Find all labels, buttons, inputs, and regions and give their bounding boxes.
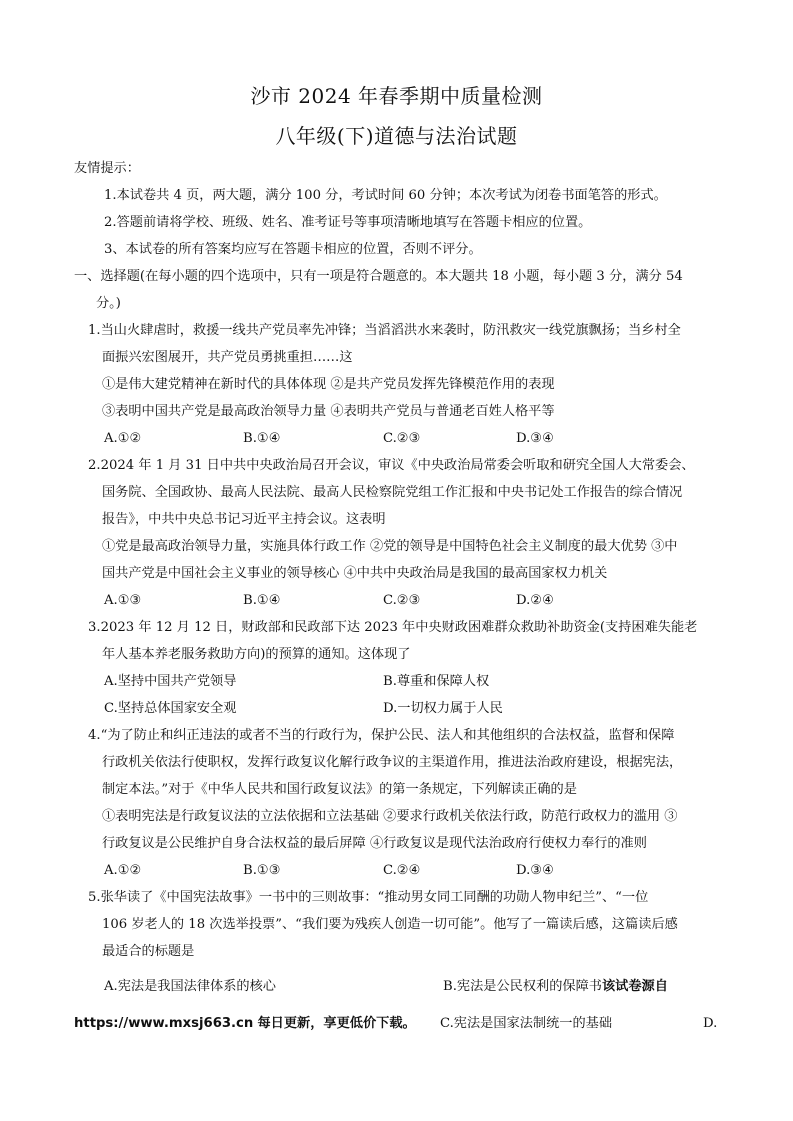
- question-4-option-c: C.②④: [383, 863, 421, 878]
- question-5-option-d: D.: [703, 1016, 718, 1031]
- question-1-option-c: C.②③: [383, 431, 421, 446]
- tip-item-3: 3、本试卷的所有答案均应写在答题卡相应的位置，否则不评分。: [104, 242, 482, 257]
- section-heading: 一、选择题(在每小题的四个选项中，只有一项是符合题意的。本大题共 18 小题，每小题 3 分，满分 54: [74, 269, 683, 284]
- question-2-statements-2: 国共产党是中国社会主义事业的领导核心 ④中共中央政治局是我国的最高国家权力机关: [102, 566, 608, 581]
- page-title: 沙市 2024 年春季期中质量检测: [250, 84, 543, 108]
- question-2-statements-1: ①党是最高政治领导力量，实施具体行政工作 ②党的领导是中国特色社会主义制度的最大优势 ③中: [102, 539, 678, 554]
- question-3-option-c: C.坚持总体国家安全观: [104, 701, 237, 716]
- tip-item-1: 1.本试卷共 4 页，两大题，满分 100 分，考试时间 60 分钟；本次考试为闭卷书面笔答的形式。: [104, 188, 667, 203]
- question-4-option-b: B.①③: [243, 863, 281, 878]
- question-5-stem: 5.张华读了《中国宪法故事》一书中的三则故事：“推动男女同工同酬的功勋人物申纪兰”、“一位: [88, 890, 649, 905]
- question-3-stem: 3.2023 年 12 月 12 日，财政部和民政部下达 2023 年中央财政困难群众救助补助资金(支持困难失能老: [88, 620, 698, 635]
- question-5-option-a: A.宪法是我国法律体系的核心: [104, 979, 276, 994]
- question-2-option-c: C.②③: [383, 593, 421, 608]
- question-5-stem-cont2: 最适合的标题是: [102, 944, 195, 959]
- question-4-statements-1: ①表明宪法是行政复议法的立法依据和立法基础 ②要求行政机关依法行政，防范行政权力的滥用 ③: [102, 809, 678, 824]
- question-2-option-a: A.①③: [104, 593, 142, 608]
- question-5-option-c: C.宪法是国家法制统一的基础: [440, 1016, 613, 1031]
- question-4-stem: 4.“为了防止和纠正违法的或者不当的行政行为，保护公民、法人和其他组织的合法权益，监督和保障: [88, 728, 675, 743]
- question-1-stem-cont: 面振兴宏图展开，共产党员勇挑重担……这: [102, 350, 353, 365]
- question-4-stem-cont2: 制定本法。”对于《中华人民共和国行政复议法》的第一条规定，下列解读正确的是: [102, 782, 577, 797]
- question-2-option-d: D.②④: [516, 593, 554, 608]
- question-3-option-a: A.坚持中国共产党领导: [104, 674, 237, 689]
- footer: [74, 1015, 416, 1033]
- question-2-stem-cont2: 报告》，中共中央总书记习近平主持会议。这表明: [102, 512, 386, 527]
- question-4-option-a: A.①②: [104, 863, 142, 878]
- section-heading-cont: 分。): [96, 296, 121, 311]
- question-4-option-d: D.③④: [516, 863, 554, 878]
- question-1-statements-2: ③表明中国共产党是最高政治领导力量 ④表明共产党员与普通老百姓人格平等: [102, 404, 555, 419]
- question-1-option-b: B.①④: [243, 431, 281, 446]
- watermark-text: 该试卷源自: [601, 979, 668, 994]
- tips-heading: 友情提示：: [74, 161, 140, 176]
- question-5-option-b-text: B.宪法是公民权利的保障书: [443, 979, 602, 994]
- question-2-option-b: B.①④: [243, 593, 281, 608]
- question-2-stem: 2.2024 年 1 月 31 日中共中央政治局召开会议，审议《中央政治局常委会听取和研究全国人大常委会、: [88, 458, 695, 473]
- question-3-stem-cont: 年人基本养老服务救助方向)的预算的通知。这体现了: [102, 647, 411, 662]
- question-4-stem-cont: 行政机关依法行使职权，发挥行政复议化解行政争议的主渠道作用，推进法治政府建设，根据宪法，: [102, 755, 683, 770]
- question-5-option-b: [443, 978, 668, 996]
- question-1-option-d: D.③④: [516, 431, 554, 446]
- question-3-option-d: D.一切权力属于人民: [383, 701, 503, 716]
- question-4-statements-2: 行政复议是公民维护自身合法权益的最后屏障 ④行政复议是现代法治政府行使权力奉行的准则: [102, 836, 647, 851]
- question-1-option-a: A.①②: [104, 431, 142, 446]
- footer-url[interactable]: https://www.mxsj663.cn: [74, 1016, 254, 1031]
- question-1-statements-1: ①是伟大建党精神在新时代的具体体现 ②是共产党员发挥先锋模范作用的表现: [102, 377, 555, 392]
- question-2-stem-cont: 国务院、全国政协、最高人民法院、最高人民检察院党组工作汇报和中央书记处工作报告的综合情况: [102, 485, 683, 500]
- question-3-option-b: B.尊重和保障人权: [383, 674, 490, 689]
- question-1-stem: 1.当山火肆虐时，救援一线共产党员率先冲锋；当滔滔洪水来袭时，防汛救灾一线党旗飘扬；当乡村全: [88, 323, 681, 338]
- page-subtitle: 八年级(下)道德与法治试题: [275, 124, 518, 148]
- footer-note: 每日更新，享更低价下载。: [257, 1016, 416, 1031]
- question-5-stem-cont: 106 岁老人的 18 次选举投票”、“我们要为残疾人创造一切可能”。他写了一篇读后感，这篇读后感: [102, 917, 678, 932]
- tip-item-2: 2.答题前请将学校、班级、姓名、准考证号等事项清晰地填写在答题卡相应的位置。: [104, 215, 592, 230]
